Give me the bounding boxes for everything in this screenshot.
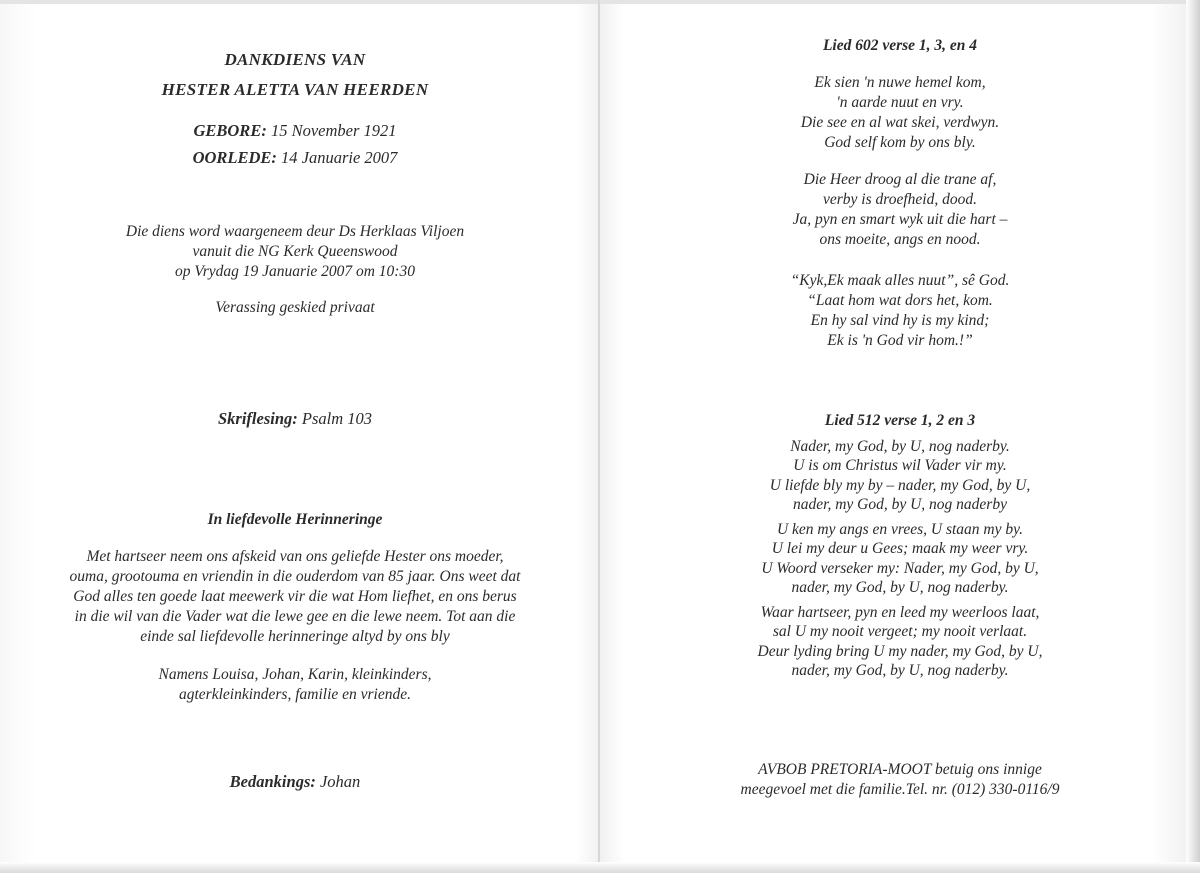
hymn-line: Ja, pyn en smart wyk uit die hart – bbox=[792, 211, 1008, 228]
funeral-home-line: meegevoel met die familie.Tel. nr. (012) 330-0116/9 bbox=[740, 781, 1060, 798]
paper-edge-top bbox=[0, 0, 1200, 4]
scripture-reading bbox=[40, 409, 550, 429]
thanks-value: Johan bbox=[319, 772, 361, 791]
thanks-label: Bedankings: bbox=[229, 772, 316, 791]
hymn2-verse-1 bbox=[640, 437, 1160, 515]
hymn2-title: Lied 512 verse 1, 2 en 3 bbox=[824, 412, 976, 429]
died-date: 14 Januarie 2007 bbox=[281, 148, 398, 167]
died-line bbox=[40, 148, 550, 168]
hymn-line: Die see en al wat skei, verdwyn. bbox=[800, 114, 1000, 131]
hymn-line: U is om Christus wil Vader vir my. bbox=[793, 457, 1007, 475]
memory-text bbox=[40, 547, 550, 647]
hymn-line: U Woord verseker my: Nader, my God, by U, bbox=[761, 559, 1039, 577]
memory-heading: In liefdevolle Herinneringe bbox=[207, 511, 383, 528]
on-behalf-line: agterkleinkinders, familie en vriende. bbox=[178, 686, 411, 703]
center-fold bbox=[598, 0, 600, 873]
service-line: op Vrydag 19 Januarie 2007 om 10:30 bbox=[175, 263, 415, 280]
hymn-line: verby is droefheid, dood. bbox=[823, 191, 977, 208]
born-label: GEBORE: bbox=[193, 121, 267, 140]
funeral-home-line: AVBOB PRETORIA-MOOT betuig ons innige bbox=[758, 761, 1042, 778]
memory-line: in die wil van die Vader wat die lewe gee en die lewe neem. Tot aan die bbox=[74, 608, 516, 625]
hymn1-verse-3 bbox=[640, 271, 1160, 351]
memory-line: God alles ten goede laat meewerk vir die wat Hom liefhet, en ons berus bbox=[73, 588, 517, 605]
scripture-value: Psalm 103 bbox=[301, 409, 372, 428]
memory-line: Met hartseer neem ons afskeid van ons geliefde Hester ons moeder, bbox=[86, 548, 504, 565]
hymn2-verse-2 bbox=[640, 520, 1160, 598]
hymn-line: Ek is 'n God vir hom.!” bbox=[827, 332, 973, 349]
died-label: OORLEDE: bbox=[192, 148, 277, 167]
on-behalf-line: Namens Louisa, Johan, Karin, kleinkinders, bbox=[158, 666, 432, 683]
hymn-line: Die Heer droog al die trane af, bbox=[803, 171, 997, 188]
hymn1-title: Lied 602 verse 1, 3, en 4 bbox=[822, 37, 978, 54]
hymn-line: nader, my God, by U, nog naderby bbox=[793, 496, 1007, 514]
cremation-note: Verassing geskied privaat bbox=[215, 299, 375, 316]
scripture-label: Skriflesing: bbox=[217, 409, 298, 428]
hymn-line: 'n aarde nuut en vry. bbox=[836, 94, 964, 111]
hymn1-verse-1 bbox=[640, 73, 1160, 153]
memory-line: ouma, grootouma en vriendin in die ouderdom van 85 jaar. Ons weet dat bbox=[69, 568, 521, 585]
hymn-line: U ken my angs en vrees, U staan my by. bbox=[776, 521, 1024, 538]
service-title: DANKDIENS VAN bbox=[224, 50, 366, 69]
hymn-line: En hy sal vind hy is my kind; bbox=[810, 312, 990, 329]
hymn-line: Nader, my God, by U, nog naderby. bbox=[790, 438, 1010, 455]
hymn-line: nader, my God, by U, nog naderby. bbox=[791, 579, 1009, 597]
hymn-line: Ek sien 'n nuwe hemel kom, bbox=[814, 74, 986, 91]
paper-edge-right bbox=[1186, 0, 1200, 873]
hymn-line: “Laat hom wat dors het, kom. bbox=[807, 292, 993, 309]
deceased-name: HESTER ALETTA VAN HEERDEN bbox=[161, 80, 429, 99]
hymn-line: nader, my God, by U, nog naderby. bbox=[791, 662, 1009, 680]
hymn-line: U liefde bly my by – nader, my God, by U, bbox=[769, 476, 1031, 494]
service-details bbox=[40, 222, 550, 282]
memory-line: einde sal liefdevolle herinneringe altyd by ons bly bbox=[140, 628, 450, 645]
hymn1-verse-2 bbox=[640, 170, 1160, 250]
hymn-line: ons moeite, angs en nood. bbox=[819, 231, 981, 248]
hymn-line: God self kom by ons bly. bbox=[824, 134, 976, 151]
service-line: vanuit die NG Kerk Queenswood bbox=[192, 243, 398, 260]
hymn2-verse-3 bbox=[640, 603, 1160, 681]
born-date: 15 November 1921 bbox=[270, 121, 397, 140]
paper-edge-bottom bbox=[0, 862, 1200, 873]
hymn-line: Deur lyding bring U my nader, my God, by U, bbox=[757, 642, 1043, 660]
service-line: Die diens word waargeneem deur Ds Herklaas Viljoen bbox=[125, 223, 465, 240]
born-line bbox=[40, 121, 550, 141]
funeral-home-note bbox=[640, 760, 1160, 800]
hymn-line: sal U my nooit vergeet; my nooit verlaat. bbox=[772, 623, 1028, 641]
thanks-line bbox=[40, 772, 550, 792]
hymn-line: “Kyk,Ek maak alles nuut”, sê God. bbox=[790, 272, 1010, 289]
hymn-line: U lei my deur u Gees; maak my weer vry. bbox=[771, 540, 1029, 558]
hymn-line: Waar hartseer, pyn en leed my weerloos laat, bbox=[760, 604, 1040, 621]
on-behalf-of bbox=[40, 665, 550, 705]
